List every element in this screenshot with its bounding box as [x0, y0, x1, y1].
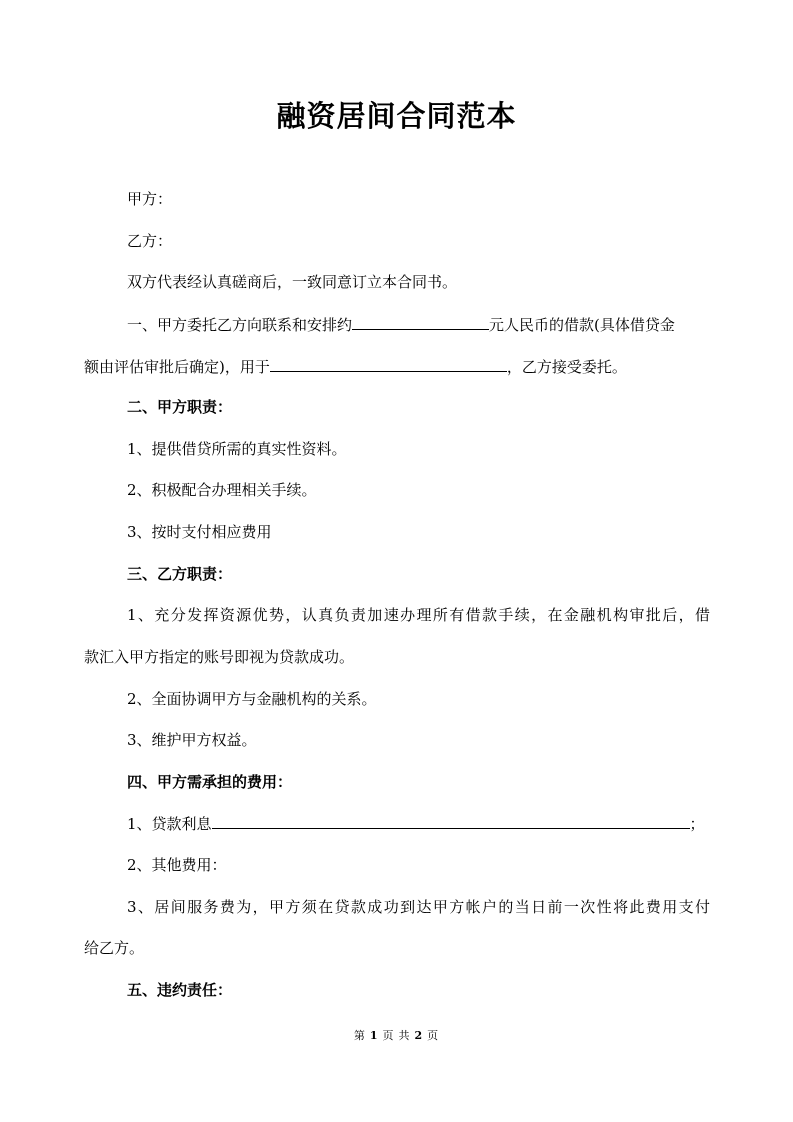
section-4-item-1	[84, 812, 753, 835]
section-3-item-1-line-1: 1、充分发挥资源优势，认真负责加速办理所有借款手续，在金融机构审批后，借	[127, 606, 710, 624]
footer-ye: 页	[382, 1029, 395, 1042]
section-3-item-2: 2、全面协调甲方与金融机构的关系。	[127, 690, 377, 708]
party-b-label: 乙方：	[127, 232, 173, 250]
section-2-item-1: 1、提供借贷所需的真实性资料。	[127, 440, 347, 458]
section-4-item-3-line-2: 给乙方。	[84, 939, 145, 957]
page-footer	[0, 1027, 793, 1043]
loan-amount-blank	[352, 313, 489, 330]
section-3-heading: 三、乙方职责：	[127, 565, 233, 583]
footer-ye-2: 页	[427, 1029, 440, 1042]
footer-di: 第	[353, 1029, 366, 1042]
section-2-heading: 二、甲方职责：	[127, 398, 233, 416]
section-3-item-3: 3、维护甲方权益。	[127, 731, 257, 749]
document-title: 融资居间合同范本	[276, 99, 517, 133]
clause-1-text-c: 额由评估审批后确定)，用于	[84, 358, 270, 376]
loan-interest-label: 1、贷款利息	[127, 815, 212, 833]
clause-1-text-d: ，乙方接受委托。	[506, 358, 627, 376]
clause-1-line-1	[84, 313, 753, 336]
party-a-label: 甲方：	[127, 190, 173, 208]
section-4-item-3-line-1: 3、居间服务费为，甲方须在贷款成功到达甲方帐户的当日前一次性将此费用支付	[127, 898, 710, 916]
section-5-heading: 五、违约责任：	[127, 981, 233, 999]
loan-purpose-blank	[270, 355, 507, 372]
section-2-item-3: 3、按时支付相应费用	[127, 523, 272, 541]
section-3-item-1-line-2: 款汇入甲方指定的账号即视为贷款成功。	[84, 648, 355, 666]
footer-gong: 共	[398, 1029, 411, 1042]
section-4-item-2: 2、其他费用：	[127, 856, 227, 874]
footer-page-number: 1	[369, 1029, 379, 1042]
clause-1-text-b: 元人民币的借款(具体借贷金	[489, 316, 675, 334]
intro-paragraph: 双方代表经认真磋商后，一致同意订立本合同书。	[127, 273, 458, 291]
loan-interest-blank	[212, 812, 690, 829]
clause-1-line-2	[84, 355, 710, 378]
loan-interest-end: ；	[689, 815, 705, 833]
section-4-heading: 四、甲方需承担的费用：	[127, 773, 293, 791]
footer-total-pages: 2	[414, 1029, 424, 1042]
clause-1-text-a: 一、甲方委托乙方向联系和安排约	[127, 316, 353, 334]
section-2-item-2: 2、积极配合办理相关手续。	[127, 481, 317, 499]
